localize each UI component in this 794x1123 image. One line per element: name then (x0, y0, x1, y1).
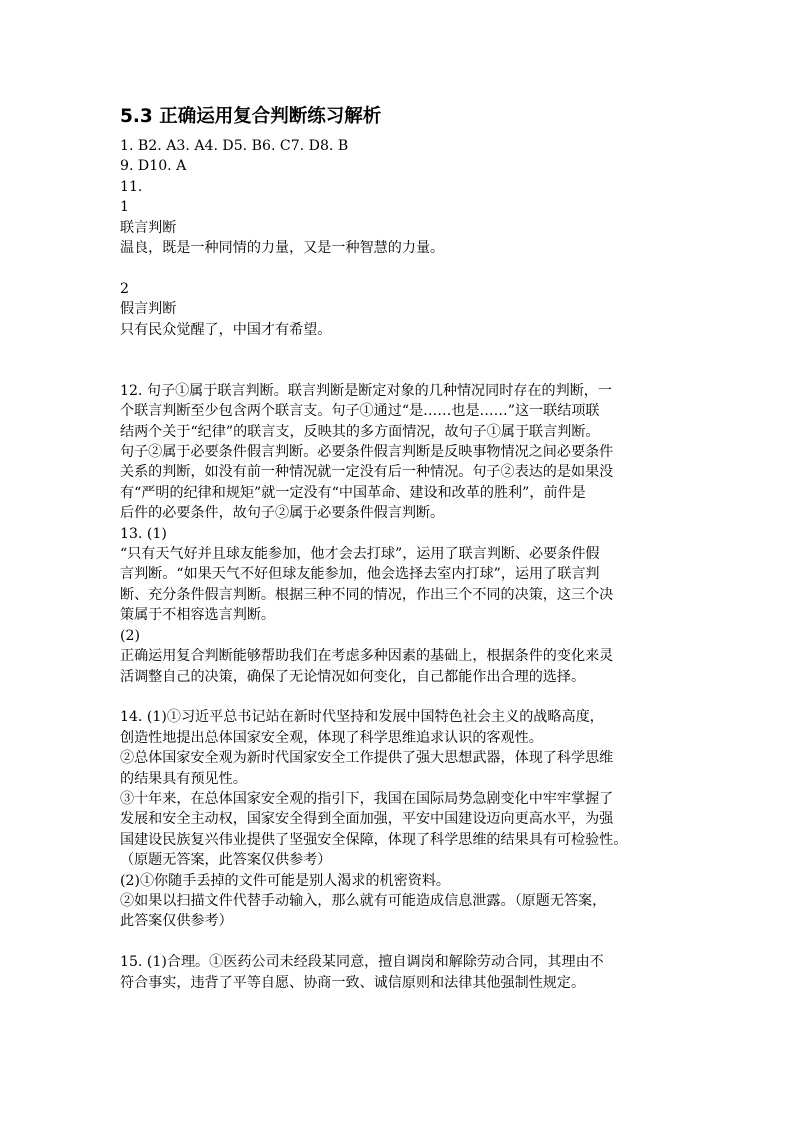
text-line: 后件的必要条件，故句子②属于必要条件假言判断。 (120, 505, 445, 522)
text-line: (2)①你随手丢掉的文件可能是别人渴求的机密资料。 (120, 872, 451, 889)
text-line: 15. (1)合理。①医药公司未经段某同意，擅自调岗和解除劳动合同，其理由不 (120, 954, 604, 971)
text-line: (2) (120, 627, 140, 644)
text-line: “只有天气好并且球友能参加，他才会去打球”，运用了联言判断、必要条件假 (120, 546, 600, 563)
text-line: ③十年来，在总体国家安全观的指引下，我国在国际局势急剧变化中牢牢掌握了 (120, 790, 614, 807)
text-line: 有“严明的纪律和规矩”就一定没有“中国革命、建设和改革的胜利”，前件是 (120, 484, 586, 501)
text-line: 的结果具有预见性。 (120, 770, 247, 787)
text-line: 发展和安全主动权，国家安全得到全面加强，平安中国建设迈向更高水平，为强 (120, 811, 614, 828)
text-line: 创造性地提出总体国家安全观，体现了科学思维追求认识的客观性。 (120, 729, 543, 746)
blank-line (120, 340, 680, 360)
blank-line (120, 258, 680, 278)
text-line: 此答案仅供参考） (120, 913, 233, 930)
text-line: 策属于不相容选言判断。 (120, 607, 276, 624)
text-line: 1. B2. A3. A4. D5. B6. C7. D8. B (120, 138, 349, 154)
text-line: 11. (120, 178, 143, 195)
text-line: ②总体国家安全观为新时代国家安全工作提供了强大思想武器，体现了科学思维 (120, 750, 614, 767)
text-line: 言判断。“如果天气不好但球友能参加，他会选择去室内打球”，运用了联言判 (120, 566, 600, 583)
blank-line (120, 360, 680, 380)
document-page (120, 104, 680, 993)
text-line: 结两个关于“纪律”的联言支，反映其的多方面情况，故句子①属于联言判断。 (120, 423, 600, 440)
text-line: 12. 句子①属于联言判断。联言判断是断定对象的几种情况同时存在的判断，一 (120, 382, 612, 399)
text-line: 正确运用复合判断能够帮助我们在考虑多种因素的基础上，根据条件的变化来灵 (120, 648, 614, 665)
text-line: 句子②属于必要条件假言判断。必要条件假言判断是反映事物情况之间必要条件 (120, 444, 614, 461)
text-line: 只有民众觉醒了，中国才有希望。 (120, 321, 332, 338)
text-line: 13. (1) (120, 525, 167, 542)
text-line: （原题无答案，此答案仅供参考） (120, 852, 332, 869)
text-line: 9. D10. A (120, 158, 187, 175)
text-line: 1 (120, 199, 129, 216)
text-line: 假言判断 (120, 301, 177, 318)
text-line: 14. (1)①习近平总书记站在新时代坚持和发展中国特色社会主义的战略高度， (120, 709, 604, 726)
text-line: 断、充分条件假言判断。根据三种不同的情况，作出三个不同的决策，这三个决 (120, 586, 614, 603)
text-line: 个联言判断至少包含两个联言支。句子①通过“是……也是……”这一联结项联 (120, 403, 600, 420)
blank-line (120, 687, 680, 707)
text-line: 2 (120, 280, 129, 297)
blank-line (120, 932, 680, 952)
text-line: 联言判断 (120, 219, 177, 236)
document-title: 5.3 正确运用复合判断练习解析 (120, 106, 382, 127)
text-line: 关系的判断，如没有前一种情况就一定没有后一种情况。句子②表达的是如果没 (120, 464, 614, 481)
text-line: 温良，既是一种同情的力量，又是一种智慧的力量。 (120, 240, 445, 257)
text-line: 活调整自己的决策，确保了无论情况如何变化，自己都能作出合理的选择。 (120, 668, 586, 685)
text-line: ②如果以扫描文件代替手动输入，那么就有可能造成信息泄露。（原题无答案， (120, 892, 607, 909)
text-line: 国建设民族复兴伟业提供了坚强安全保障，体现了科学思维的结果具有可检验性。 (120, 831, 628, 848)
text-line: 符合事实，违背了平等自愿、协商一致、诚信原则和法律其他强制性规定。 (120, 974, 586, 991)
document-body (120, 136, 680, 993)
